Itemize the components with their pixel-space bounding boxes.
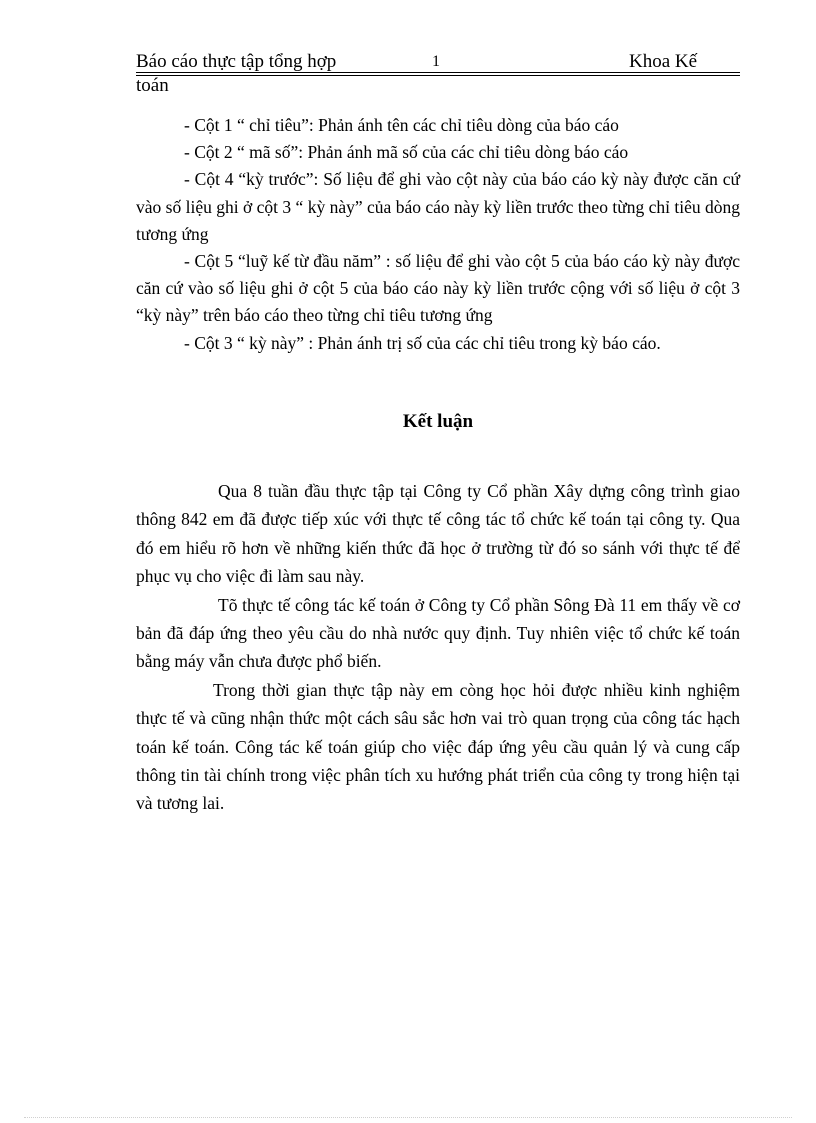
conclusion-body: [136, 477, 740, 818]
conclusion-heading: Kết luận: [402, 411, 474, 432]
column-item: - Cột 2 “ mã số”: Phản ánh mã số của các chỉ tiêu dòng báo cáo: [184, 142, 629, 163]
page-bottom-border: [24, 1117, 792, 1118]
column-item: - Cột 1 “ chỉ tiêu”: Phản ánh tên các chỉ tiêu dòng của báo cáo: [184, 115, 619, 135]
conclusion-paragraph: Tõ thực tế công tác kế toán ở Công ty Cổ phần Sông Đà 11 em thấy về cơ bản đã đáp ứng theo yêu cầu do nhà nước quy định. Tuy nhiên việc tổ chức kế toán bằng máy vẫn chưa được phổ biến.: [136, 594, 740, 672]
conclusion-paragraph: Qua 8 tuần đầu thực tập tại Công ty Cổ phần Xây dựng công trình giao thông 842 em đã được tiếp xúc với thực tế công tác tổ chức kế toán tại công ty. Qua đó em hiểu rõ hơn về những kiến thức đã học ở trường từ đó so sánh với thực tế để phục vụ cho việc đi làm sau này.: [136, 481, 740, 587]
column-item: - Cột 4 “kỳ trước”: Số liệu để ghi vào cột này của báo cáo kỳ này được căn cứ vào số liệu ghi ở cột 3 “ kỳ này” của báo cáo này kỳ liền trước theo từng chỉ tiêu dòng tương ứng: [136, 169, 740, 244]
header-rule-double: [136, 75, 740, 76]
columns-description: [136, 112, 740, 357]
column-item: - Cột 3 “ kỳ này” : Phản ánh trị số của các chỉ tiêu trong kỳ báo cáo.: [184, 332, 661, 353]
header-title: Báo cáo thực tập tổng hợp: [136, 51, 337, 72]
column-item: - Cột 5 “luỹ kế từ đầu năm” : số liệu để ghi vào cột 5 của báo cáo kỳ này được căn cứ vào số liệu ghi ở cột 5 của báo cáo này kỳ liền trước cộng với số liệu ở cột 3 “kỳ này” trên báo cáo theo từng chỉ tiêu tương ứng: [136, 251, 740, 326]
header-department-continued: toán: [136, 75, 169, 96]
header-rule: [136, 72, 740, 73]
header-department: Khoa Kế: [629, 51, 698, 72]
page-number: 1: [432, 53, 440, 70]
page-header: [136, 50, 740, 74]
conclusion-paragraph: Trong thời gian thực tập này em còng học hỏi được nhiều kinh nghiệm thực tế và cũng nhận thức một cách sâu sắc hơn vai trò quan trọng của công tác hạch toán kế toán. Công tác kế toán giúp cho việc đáp ứng yêu cầu quản lý và cung cấp thông tin tài chính trong việc phân tích xu hướng phát triển của công ty trong hiện tại và tương lai.: [136, 679, 740, 814]
